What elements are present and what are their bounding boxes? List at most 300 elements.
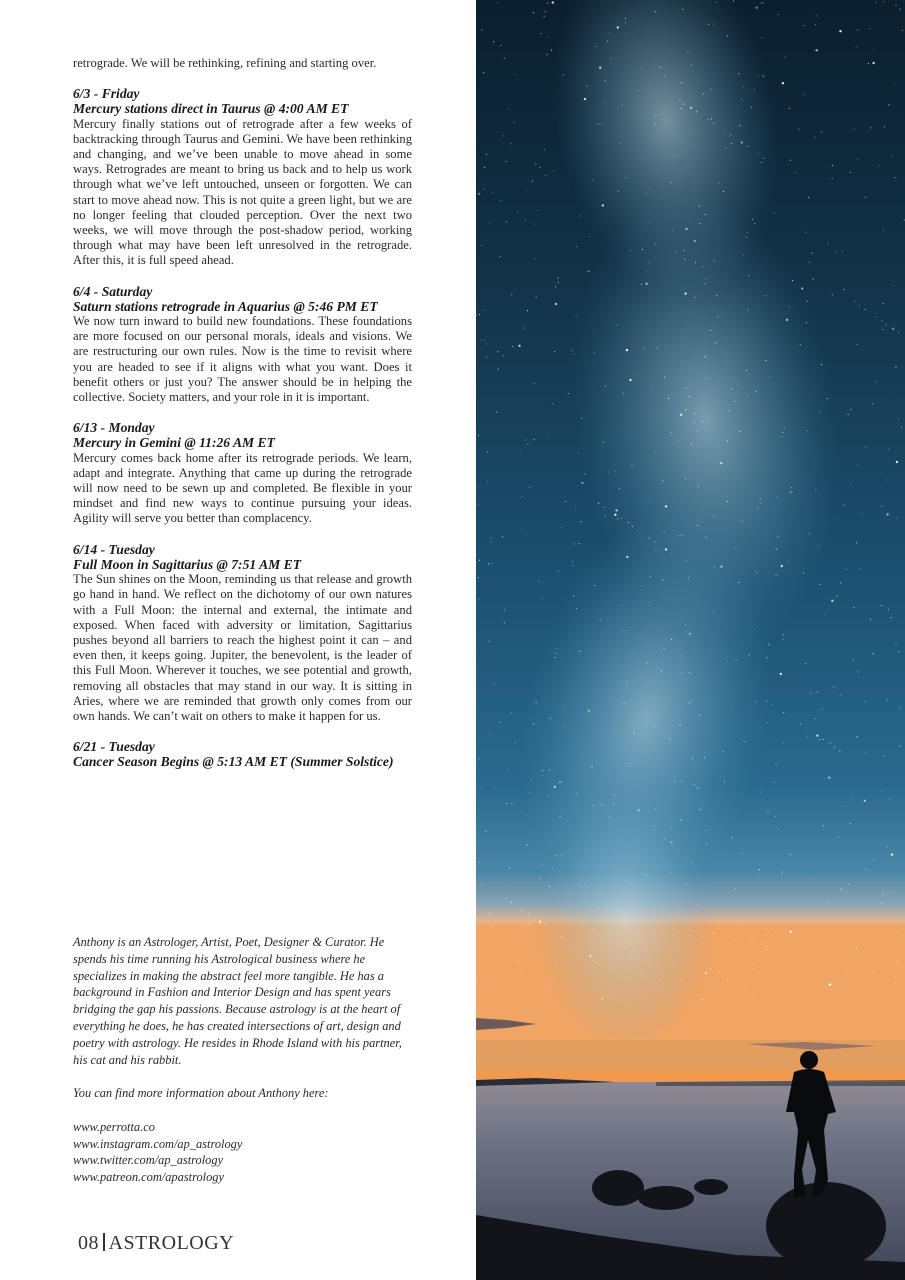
star [790,931,792,933]
star [634,375,635,376]
star [716,2,717,3]
star [671,432,672,433]
star [691,64,692,65]
star [720,565,722,567]
star [550,718,551,719]
star [649,188,650,189]
star [869,28,870,29]
star [705,378,706,379]
star [716,295,717,296]
star [501,45,502,46]
star [592,180,593,181]
star [511,294,512,295]
star [845,970,846,971]
star [484,309,485,310]
star [835,251,836,252]
star [504,622,505,623]
star [624,703,625,704]
star [850,172,851,173]
star [654,826,655,827]
star [873,653,874,654]
star [764,989,765,990]
star [608,472,609,473]
star [481,29,482,30]
star [539,921,541,923]
entry-date: 6/13 - Monday [73,420,155,436]
star [783,634,784,635]
star [890,798,891,799]
star [557,277,558,278]
star [548,795,549,796]
star [537,210,538,211]
star [533,12,534,13]
star [534,258,535,259]
star [744,741,745,742]
star [831,600,833,602]
star [769,377,770,378]
star [580,862,581,863]
entry-title: Cancer Season Begins @ 5:13 AM ET (Summer Solstice) [73,754,394,770]
star [766,657,767,658]
star [591,766,592,767]
star [686,388,687,389]
star [865,701,866,702]
star [760,791,761,792]
star [789,108,790,109]
star [498,368,499,369]
star [766,700,767,701]
star [573,944,574,945]
star [532,180,533,181]
star [702,421,703,422]
star [547,433,548,434]
star [752,219,753,220]
star [672,229,673,230]
star [843,505,844,506]
star [728,410,729,411]
star [534,439,535,440]
link-website[interactable]: www.perrotta.co [73,1119,155,1134]
star [901,427,902,428]
star [853,607,854,608]
star [873,972,874,973]
star [771,928,772,929]
star [894,177,895,178]
star [477,978,478,979]
star [646,270,647,271]
star [833,686,834,687]
star [661,670,662,671]
star [754,89,755,90]
star [810,692,811,693]
star [547,2,548,3]
star [827,398,828,399]
star [512,346,513,347]
star [486,344,487,345]
star [767,812,768,813]
star [665,505,667,507]
star [479,560,480,561]
star [481,883,482,884]
star [838,837,839,838]
star [727,660,728,661]
star [873,860,874,861]
star [573,595,574,596]
star [631,465,632,466]
star [619,488,620,489]
star [613,915,614,916]
star [705,537,706,538]
star [529,922,530,923]
star [803,572,804,573]
star [759,498,760,499]
entry-body: Mercury finally stations out of retrograde after a few weeks of backtracking through Taurus and Gemini. We have been rethinking and changing, and we’ve been unable to move ahead in some ways. Retrogrades are meant to bring us back and to help us work through what we’ve left untouched, unseen or forgotten. We can start to move ahead now. This is not quite a green light, but we are no longer feeling that clouded perception. Over the next two weeks, we will move through the post-shadow period, working through what may have been left unresolved in the retrograde. After this, it is full speed ahead. [73,116,412,268]
star [682,9,683,10]
star [671,829,672,830]
star [593,951,594,952]
star [557,648,558,649]
star [748,275,749,276]
star [529,487,530,488]
entry-title: Full Moon in Sagittarius @ 7:51 AM ET [73,556,301,572]
star [895,177,896,178]
star [761,2,762,3]
star [703,93,704,94]
star [710,968,711,969]
star [789,716,790,717]
star [649,537,650,538]
star [562,937,563,938]
star [629,379,631,381]
star [723,191,724,192]
star [742,521,743,522]
star [637,530,638,531]
entry-title: Saturn stations retrograde in Aquarius @ 5:46 PM ET [73,298,378,314]
star [790,160,791,161]
star [561,782,562,783]
star [843,289,844,290]
star [746,370,747,371]
star [832,165,833,166]
star [900,707,901,708]
star [651,386,652,387]
star [606,907,607,908]
star [614,514,616,516]
star [573,354,574,355]
star [496,412,497,413]
star [898,651,899,652]
star [526,189,527,190]
star [821,709,822,710]
star [574,543,575,544]
star [795,172,796,173]
star [489,641,490,642]
star [851,482,852,483]
star [893,285,894,286]
star [604,507,605,508]
star [602,204,604,206]
star [759,960,760,961]
star [521,970,522,971]
star [692,956,693,957]
star [694,297,695,298]
star [781,436,782,437]
star [816,15,817,16]
star [734,401,735,402]
star [611,58,612,59]
star [712,610,713,611]
star [772,704,773,705]
star [576,246,577,247]
entry-cancer-season [73,739,412,769]
star [783,742,784,743]
star [761,37,762,38]
star [655,11,656,12]
star [747,146,748,147]
star [480,788,481,789]
star [534,223,535,224]
star [776,764,777,765]
star [505,898,506,899]
star [788,306,789,307]
star [706,278,707,279]
star [800,723,801,724]
star [534,383,535,384]
star [520,453,521,454]
star [680,979,681,980]
star [744,991,745,992]
star [615,471,616,472]
star [555,286,556,287]
star [484,167,485,168]
star [901,935,902,936]
star [790,854,791,855]
star [525,220,526,221]
star [756,572,757,573]
star [478,504,479,505]
star [684,259,685,260]
star [777,497,778,498]
star [655,550,656,551]
star [783,432,784,433]
star [578,884,579,885]
star [857,159,858,160]
star [617,26,619,28]
star [885,324,886,325]
star [691,443,692,444]
link-patreon[interactable]: www.patreon.com/apastrology [73,1170,224,1185]
page-footer [78,1232,234,1255]
star [538,581,539,582]
star [549,985,550,986]
star [524,328,525,329]
star [654,727,655,728]
star [545,925,546,926]
star [580,521,581,522]
star [784,427,785,428]
star [808,533,809,534]
star [681,780,682,781]
star [529,793,530,794]
star [727,979,728,980]
star [739,431,740,432]
star [595,46,596,47]
star [747,310,748,311]
star [848,883,849,884]
star [509,868,510,869]
star [680,673,681,674]
star [530,728,531,729]
star [886,513,888,515]
star [500,200,501,201]
star [850,823,851,824]
star [731,143,732,144]
star [507,769,508,770]
star [630,250,631,251]
star [893,82,894,83]
star [713,515,714,516]
star [548,37,549,38]
star [671,553,672,554]
star [664,532,665,533]
star [888,449,889,450]
star [764,157,765,158]
star [511,143,512,144]
star [727,501,728,502]
star [772,954,773,955]
star [690,107,692,109]
star [576,315,577,316]
star [752,999,753,1000]
star [715,342,716,343]
star [899,746,900,747]
star [614,794,615,795]
star [882,790,883,791]
star [891,893,892,894]
star [756,701,757,702]
star [709,989,710,990]
star [646,874,647,875]
star [896,461,898,463]
star [839,30,841,32]
star [592,960,593,961]
star [491,541,492,542]
star [542,770,543,771]
star [556,653,557,654]
star [523,927,524,928]
star [717,316,718,317]
star [521,496,522,497]
star [865,447,866,448]
star [881,320,882,321]
star [742,254,743,255]
star [737,384,738,385]
star [765,360,766,361]
star [724,781,725,782]
star [511,712,512,713]
star [755,391,756,392]
star [735,888,736,889]
entry-full-moon [73,542,412,724]
star [478,598,479,599]
star [552,868,553,869]
star [891,156,892,157]
star [664,377,665,378]
star [800,344,801,345]
star [811,878,812,879]
star [609,816,610,817]
entry-body: Mercury comes back home after its retrograde periods. We learn, adapt and integrate. Anything that came up during the retrograde will now need to be sewn up and completed. Be flexible in your mindset and find new ways to continue pursuing your ideas. Agility will serve you better than complacency. [73,450,412,526]
star [696,430,697,431]
star [689,396,690,397]
star [714,567,715,568]
star [783,639,784,640]
star [713,123,714,124]
intro-paragraph: retrograde. We will be rethinking, refining and starting over. [73,56,377,70]
star [722,751,723,752]
star [781,872,782,873]
star [798,129,799,130]
star [834,747,835,748]
star [699,714,700,715]
star [487,451,488,452]
star [681,535,682,536]
star [554,657,555,658]
star [713,933,714,934]
star [551,50,552,51]
star [839,750,840,751]
star [616,324,617,325]
star [751,939,752,940]
star [502,536,503,537]
star [713,24,714,25]
star [699,223,700,224]
star [803,94,804,95]
section-name: ASTROLOGY [108,1232,235,1254]
star [479,861,480,862]
star [674,781,675,782]
star [743,86,744,87]
star [689,702,690,703]
star [489,223,490,224]
star [685,409,686,410]
star [511,803,512,804]
star [724,130,725,131]
star [625,18,626,19]
star [830,743,831,744]
star [875,381,876,382]
star [506,221,507,222]
star [607,41,608,42]
star [483,72,484,73]
star [733,940,734,941]
star [626,556,628,558]
star [765,295,766,296]
star [669,738,670,739]
star [774,782,775,783]
star [725,148,726,149]
link-instagram[interactable]: www.instagram.com/ap_astrology [73,1136,243,1151]
star [693,422,694,423]
star [651,908,652,909]
star [674,156,675,157]
entry-body: We now turn inward to build new foundations. These foundations are more focused on our personal morals, ideals and visions. We are restructuring our own rules. Now is the time to revisit where you are headed to see if it aligns with what you want. Does it benefit others or just you? The answer should be in helping the collective. Society matters, and your role in it is important. [73,314,412,405]
star [895,5,896,6]
star [864,309,865,310]
star [808,197,809,198]
star [691,862,692,863]
link-twitter[interactable]: www.twitter.com/ap_astrology [73,1153,224,1168]
